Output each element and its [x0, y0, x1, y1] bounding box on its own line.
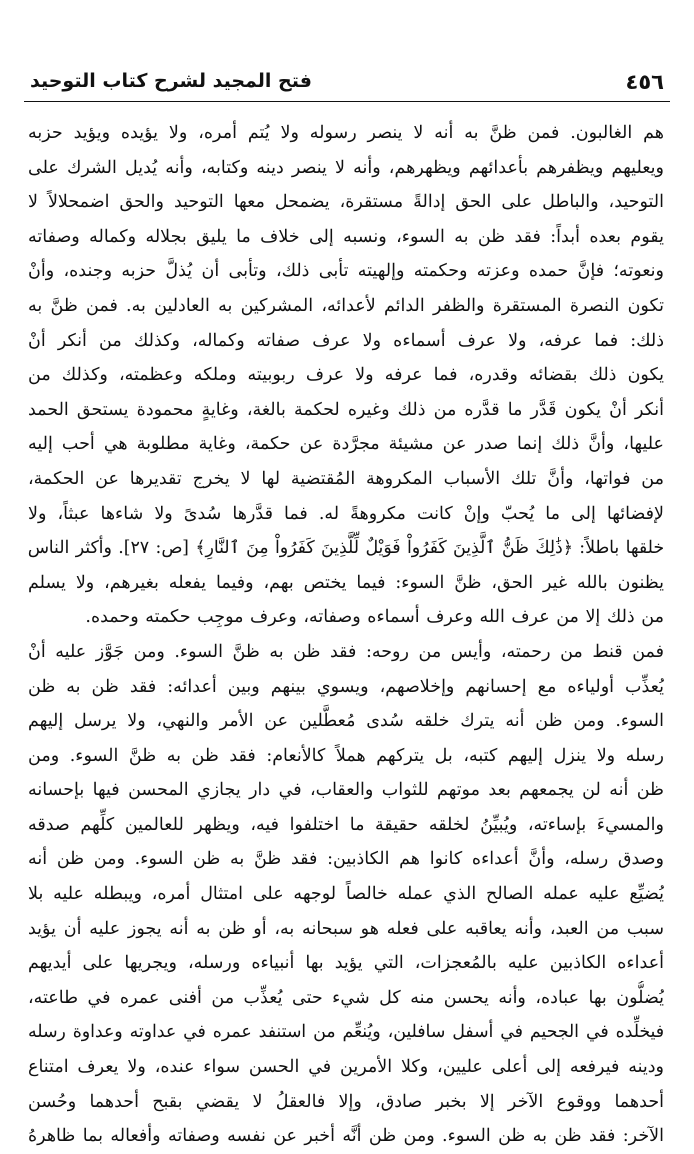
- text-line: فمن قنط من رحمته، وأيس من روحه: فقد ظن به ظنَّ السوء. ومن جَوَّز عليه أنْ: [28, 641, 664, 662]
- text-line: يقوم بعده أبداً: فقد ظن به السوء، ونسبه إلى خلاف ما يليق بجلاله وكماله وصفاته: [28, 226, 664, 247]
- text-line: من فواتها، وأنَّ تلك الأسباب المكروهة المُقتضية لها لا يخرج تقديرها عن الحكمة،: [28, 468, 664, 489]
- text-line: ونعوته؛ فإنَّ حمده وعزته وحكمته وإلهيته تأبى ذلك، وتأبى أن يُذلَّ حزبه وجنده، وأنْ: [28, 261, 664, 282]
- text-line: ودينه فيرفعه إلى أعلى عليين، وكلا الأمرين في الحسن سواء عنده، ولا يعرف امتناع: [28, 1057, 664, 1078]
- text-line: أحدهما ووقوع الآخر إلا بخبر صادق، وإلا فالعقلُ لا يقضي بقبح أحدهما وحُسن: [28, 1091, 664, 1112]
- body-text: [28, 116, 664, 1154]
- text-line: السوء. ومن ظن أنه يترك خلقه سُدى مُعطَّلين عن الأمر والنهي، ولا يرسل إليهم: [28, 711, 664, 732]
- text-line: يظنون بالله غير الحق، ظنَّ السوء: فيما يختص بهم، وفيما يفعله بغيرهم، ولا يسلم: [28, 572, 664, 593]
- page-number: ٤٥٦: [625, 70, 664, 94]
- text-line: أنكر أنْ يكون قَدَّر ما قدَّره من ذلك وغيره لحكمة بالغة، وغايةٍ محمودة يستحق الحمد: [28, 399, 664, 420]
- text-line: هم الغالبون. فمن ظنَّ به أنه لا ينصر رسوله ولا يُتم أمره، ولا يؤيده ويؤيد حزبه: [28, 123, 664, 143]
- header-rule: [24, 101, 670, 102]
- text-line: التوحيد، والباطل على الحق إدالةً مستقرة، يضمحل معها التوحيد والحق اضمحلالاً لا: [28, 192, 664, 213]
- text-line: ويعليهم ويظفرهم بأعدائهم ويظهرهم، وأنه لا ينصر دينه وكتابه، وأنه يُديل الشرك على: [28, 157, 664, 178]
- text-line: ظن أنه لن يجمعهم بعد موتهم للثواب والعقاب، في دار يجازي المحسن فيها بإحسانه: [28, 780, 664, 801]
- text-line: خلقها باطلاً: ﴿ذَٰلِكَ ظَنُّ ٱلَّذِينَ كَفَرُواْ فَوَيْلٌ لِّلَّذِينَ كَفَرُواْ مِنَ ٱلنَّارِ﴾ [ص: ٢٧]. وأكثر الناس: [28, 538, 664, 559]
- text-line: يُضيِّع عليه عمله الصالح الذي عمله خالصاً لوجهه على امتثال أمره، ويبطله عليه بلا: [28, 884, 664, 905]
- book-title: فتح المجيد لشرح كتاب التوحيد: [30, 70, 312, 92]
- text-line: فيخلِّده في الجحيم في أسفل سافلين، ويُنعِّم من استنفد عمره في عداوته وعداوة رسله: [28, 1022, 664, 1043]
- text-line: يكون ذلك بقضائه وقدره، فما عرفه ولا عرف ربوبيته وملكه وعظمته، وكذلك من: [28, 365, 664, 386]
- text-line: الآخر: فقد ظن به ظن السوء. ومن ظن أنَّه أخبر عن نفسه وصفاته وأفعاله بما ظاهرهُ: [28, 1126, 664, 1147]
- text-line: سبب من العبد، وأنه يعاقبه على فعله هو سبحانه به، أو ظن به أنه يجوز عليه أن يؤيد: [28, 918, 664, 939]
- text-line: عليها، وأنَّ ذلك إنما صدر عن مشيئة مجرَّدة عن حكمة، وغاية مطلوبة هي أحب إليه: [28, 434, 664, 455]
- text-line: رسله ولا ينزل إليهم كتبه، بل يتركهم هملاً كالأنعام: فقد ظن به ظنَّ السوء. ومن: [28, 745, 664, 766]
- running-head: [24, 70, 670, 96]
- text-line: من ذلك إلا من عرف الله وعرف أسماءه وصفاته، وعرف موجِب حكمته وحمده.: [85, 607, 664, 628]
- text-line: لإفضائها إلى ما يُحبّ وإنْ كانت مكروهةً له. فما قدَّرها سُدىً ولا شاءها عبثاً، ولا: [28, 503, 664, 524]
- text-line: وصدق رسله، وأنَّ أعداءه كانوا هم الكاذبين: فقد ظنَّ به ظن السوء. ومن ظن أنه: [28, 849, 664, 870]
- text-line: أعداءه الكاذبين عليه بالمُعجزات، التي يؤيد بها أنبياءه ورسله، ويجريها على أيديهم: [28, 953, 664, 974]
- text-line: يُضلُّون بها عباده، وأنه يحسن منه كل شيء حتى يُعذِّب من أفنى عمره في طاعته،: [28, 987, 664, 1008]
- text-line: يُعذِّب أولياءه مع إحسانهم وإخلاصهم، ويسوي بينهم وبين أعدائه: فقد ظن به ظن: [28, 676, 664, 697]
- text-line: والمسيءَ بإساءته، ويُبيِّنُ لخلقه حقيقة ما اختلفوا فيه، ويظهر للعالمين كلِّهم صدقه: [28, 814, 664, 835]
- text-line: ذلك: فما عرفه، ولا عرف أسماءه ولا عرف صفاته وكماله، وكذلك من أنكر أنْ: [28, 330, 664, 351]
- text-line: تكون النصرة المستقرة والظفر الدائم لأعدائه، المشركين به العادلين به. فمن ظنَّ به: [28, 295, 664, 316]
